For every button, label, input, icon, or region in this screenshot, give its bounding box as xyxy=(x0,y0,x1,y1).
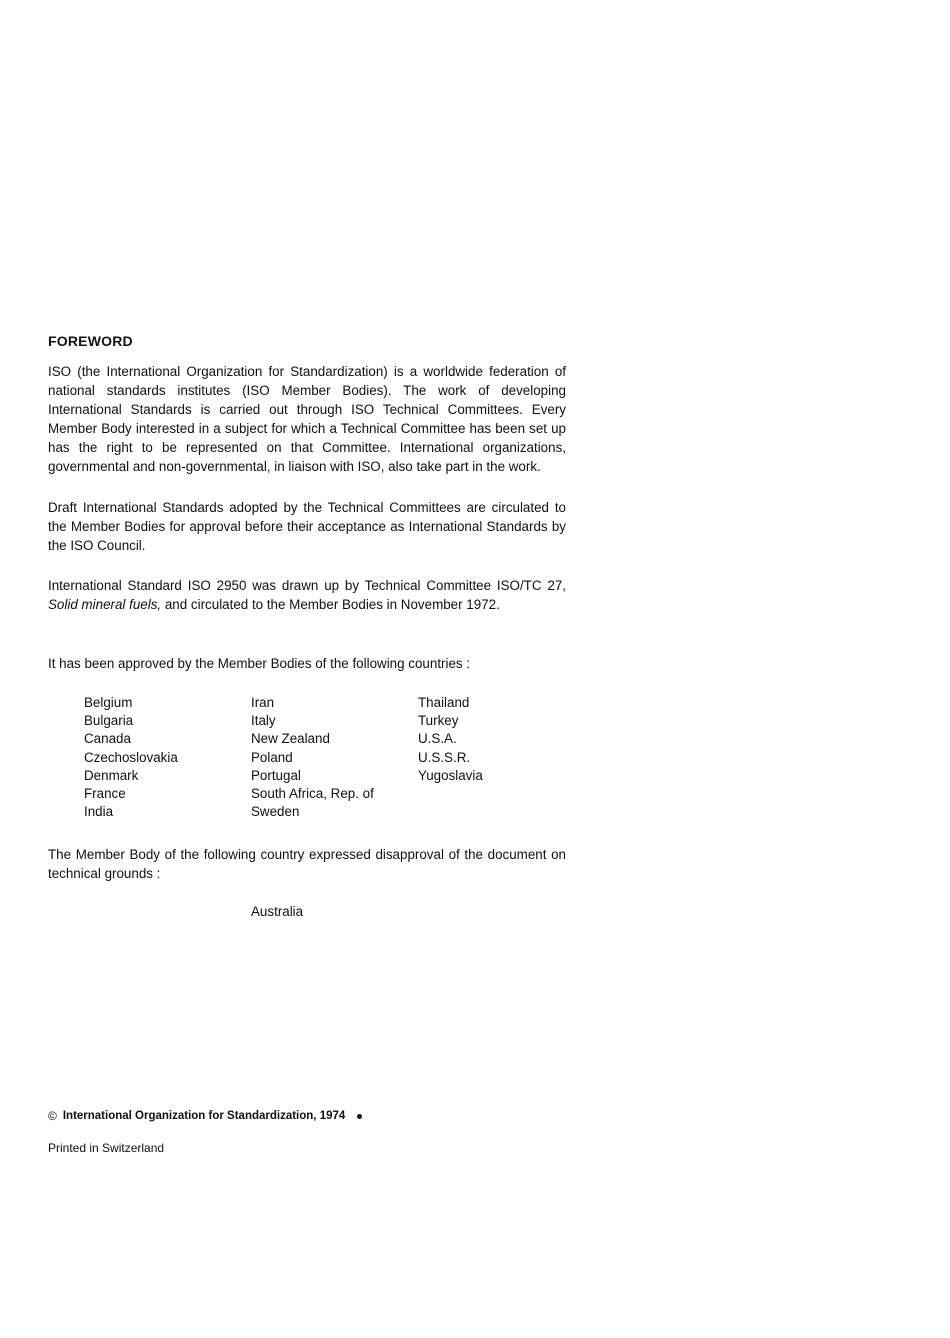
copyright-notice xyxy=(48,1109,362,1123)
tc27-text-after: and circulated to the Member Bodies in November 1972. xyxy=(161,597,500,612)
country-item: Thailand xyxy=(418,695,470,710)
approving-countries-column-3 xyxy=(418,694,483,785)
copyright-text: International Organization for Standardization, 1974 xyxy=(62,1110,346,1122)
country-item: New Zealand xyxy=(251,731,330,747)
country-item: Sweden xyxy=(251,804,300,820)
approving-countries-column-1 xyxy=(84,694,178,821)
country-item: Italy xyxy=(251,713,276,729)
country-item: U.S.S.R. xyxy=(418,749,471,765)
country-item: Denmark xyxy=(84,767,139,783)
copyright-icon: © xyxy=(48,1109,57,1123)
country-item: France xyxy=(84,786,126,802)
country-item: South Africa, Rep. of xyxy=(251,786,374,802)
country-item: Belgium xyxy=(84,695,133,710)
approval-intro: It has been approved by the Member Bodies of the following countries : xyxy=(48,656,471,671)
country-item: Iran xyxy=(251,695,275,710)
committee-name: Solid mineral fuels, xyxy=(48,597,162,612)
foreword-paragraph-tc27 xyxy=(48,576,566,614)
approving-countries-column-2 xyxy=(251,694,374,821)
country-item: U.S.A. xyxy=(418,731,457,747)
bullet-icon xyxy=(357,1114,362,1119)
foreword-paragraph-iso-intro: ISO (the International Organization for Standardization) is a worldwide federation of national standards institutes (ISO Member Bodies). The work of developing International Standards is carried out through ISO Technical Committees. Every Member Body interested in a subject for which a Technical Committee has been set up has the right to be represented on that Committee. International organizations, governmental and non-governmental, in liaison with ISO, also take part in the work. xyxy=(48,364,566,474)
tc27-text-before: International Standard ISO 2950 was drawn up by Technical Committee ISO/TC 27, xyxy=(48,578,566,593)
printed-in-note: Printed in Switzerland xyxy=(48,1141,165,1155)
country-item: Canada xyxy=(84,731,131,747)
disapproval-intro: The Member Body of the following country expressed disapproval of the document on technical grounds : xyxy=(48,847,566,881)
country-item: India xyxy=(84,804,114,820)
country-item: Poland xyxy=(251,749,293,765)
country-item: Czechoslovakia xyxy=(84,749,178,765)
country-item: Portugal xyxy=(251,767,301,783)
foreword-paragraph-draft-standards: Draft International Standards adopted by the Technical Committees are circulated to the Member Bodies for approval before their acceptance as International Standards by the ISO Council. xyxy=(48,500,566,553)
country-item: Bulgaria xyxy=(84,713,134,729)
disapproving-country: Australia xyxy=(251,904,304,919)
foreword-heading: FOREWORD xyxy=(48,333,133,349)
country-item: Yugoslavia xyxy=(418,767,483,783)
country-item: Turkey xyxy=(418,713,459,729)
